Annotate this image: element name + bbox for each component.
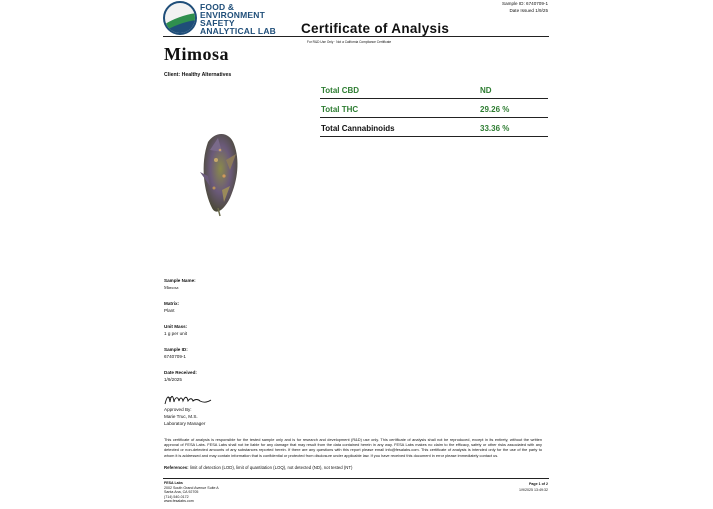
date-received-value: 1/9/2025 [164, 377, 182, 382]
sample-name-label: Sample Name: [164, 278, 196, 283]
footer-address-2: Santa Ana, CA 92705 [164, 490, 199, 495]
summary-row-total-cbd [320, 86, 548, 99]
header-divider [163, 36, 549, 37]
product-name: Mimosa [164, 44, 229, 64]
logo-line-1: FOOD & [200, 2, 235, 12]
references-text: limit of detection (LOD), limit of quantitation (LOQ), not detected (ND), not tested (NT) [189, 465, 353, 470]
logo-line-4: ANALYTICAL LAB [200, 26, 276, 36]
approver-title: Laboratory Manager [164, 421, 206, 426]
footer-lab-name: FESA Labs [164, 481, 183, 485]
logo-line-2: ENVIRONMENT [200, 10, 266, 20]
printed-timestamp: 1/9/2025 13:49:32 [519, 488, 548, 493]
footer-address-1: 2002 South Grand Avenue Suite A [164, 485, 219, 490]
summary-label: Total CBD [321, 86, 360, 95]
footer-phone: (714) 540-0172 [164, 494, 189, 499]
references-line [164, 465, 352, 470]
product-photo [164, 80, 282, 268]
disclaimer-text: This certificate of analysis is responsible for the tested sample only and is for research and development (R&D) use only. This certificate of analysis shall not be reproduced, except in its entirety, without the written approval of FESA Labs. FESA Labs shall not be liable for any damage that may result from the data contained herein in any way. FESA Labs makes no claim to the efficacy, safety or other risks associated with any detected or non-detected amounts of any substances reported herein. If there are any questions with this report please email info@fesalabs.com. This certificate of analysis is intended only for the use of the party to whom it is addressed and may contain information that is confidential or protected from disclosure under applicable law. If you have received this document in error please immediately contact us. [164, 437, 542, 458]
sample-name-value: Mimosa [164, 285, 179, 290]
header-subnote: For R&D Use Only · Not a California Compliance Certificate [307, 40, 392, 44]
lab-logo-mark [163, 1, 197, 35]
references-label: References: [164, 465, 189, 470]
date-received-label: Date Received: [164, 370, 197, 375]
header-date-issued: Date Issued 1/9/25 [509, 8, 548, 13]
summary-row-total-thc [320, 105, 548, 118]
matrix-value: Plant [164, 308, 175, 313]
unit-mass-label: Unit Mass: [164, 324, 188, 329]
page-title: Certificate of Analysis [301, 21, 450, 36]
footer-page-info [519, 481, 548, 493]
approver-name: Marie Truc, M.S. [164, 414, 198, 419]
flower-bud-image [164, 80, 282, 268]
logo-line-3: SAFETY [200, 18, 235, 28]
summary-row-total-cannabinoids [320, 124, 548, 137]
approved-by-label: Approved By: [164, 407, 192, 412]
summary-value: 29.26 % [480, 105, 510, 114]
summary-label: Total Cannabinoids [321, 124, 395, 133]
summary-label: Total THC [321, 105, 359, 114]
page-number: Page 1 of 2 [529, 482, 548, 486]
client-name: Client: Healthy Alternatives [164, 72, 232, 78]
header-sample-id: Sample ID: 6740709-1 [502, 1, 548, 6]
sample-id-label: Sample ID: [164, 347, 188, 352]
matrix-label: Matrix: [164, 301, 180, 306]
sample-id-value: 6740709-1 [164, 354, 186, 359]
unit-mass-value: 1 g per unit [164, 331, 187, 336]
footer-website: www.fesalabs.com [164, 499, 194, 504]
signature-image [164, 392, 212, 406]
lab-logo-text [200, 3, 276, 35]
summary-value: 33.36 % [480, 124, 510, 133]
footer-lab-info [164, 481, 219, 504]
footer-divider [163, 478, 549, 479]
summary-value: ND [480, 86, 492, 95]
